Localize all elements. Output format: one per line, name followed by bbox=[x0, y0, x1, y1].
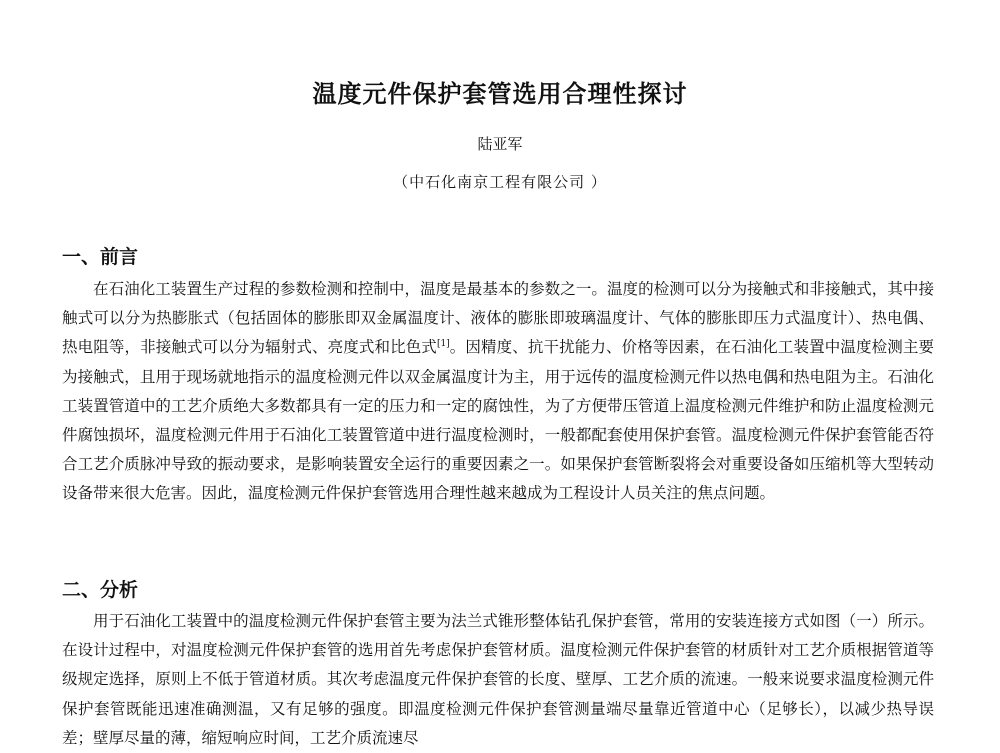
section-heading-introduction: 一、前言 bbox=[62, 246, 139, 268]
citation-reference: [1] bbox=[436, 339, 450, 350]
section-heading-analysis: 二、分析 bbox=[62, 579, 139, 601]
introduction-text-part-2: 。因精度、抗干扰能力、价格等因素，在石油化工装置中温度检测主要为接触式，且用于现场就地指示的温度检测元件以双金属温度计为主，用于远传的温度检测元件以热电偶和热电阻为主。石油化工装置管道中的工艺介质绝大多数都具有一定的压力和一定的腐蚀性，为了方便带压管道上温度检测元件维护和防止温度检测元件腐蚀损坏，温度检测元件用于石油化工装置管道中进行温度检测时，一般都配套使用保护套管。温度检测元件保护套管能否符合工艺介质脉冲导致的振动要求，是影响装置安全运行的重要因素之一。如果保护套管断裂将会对重要设备如压缩机等大型转动设备带来很大危害。因此，温度检测元件保护套管选用合理性越来越成为工程设计人员关注的焦点问题。 bbox=[62, 338, 934, 503]
introduction-text-part-1: 在石油化工装置生产过程的参数检测和控制中，温度是最基本的参数之一。温度的检测可以分为接触式和非接触式，其中接触式可以分为热膨胀式（包括固体的膨胀即双金属温度计、液体的膨胀即玻璃温度计、气体的膨胀即压力式温度计）、热电偶、热电阻等，非接触式可以分为辐射式、亮度式和比色式 bbox=[62, 280, 934, 357]
author-affiliation: （中石化南京工程有限公司 ） bbox=[393, 173, 607, 191]
paper-title: 温度元件保护套管选用合理性探讨 bbox=[312, 80, 688, 108]
author-name: 陆亚军 bbox=[477, 135, 523, 153]
section-body-analysis: 用于石油化工装置中的温度检测元件保护套管主要为法兰式锥形整体钻孔保护套管，常用的安装连接方式如图（一）所示。在设计过程中，对温度检测元件保护套管的选用首先考虑保护套管材质。温度检测元件保护套管的材质针对工艺介质根据管道等级规定选择，原则上不低于管道材质。其次考虑温度元件保护套管的长度、壁厚、工艺介质的流速。一般来说要求温度检测元件保护套管既能迅速准确测温，又有足够的强度。即温度检测元件保护套管测量端尽量靠近管道中心（足够长），以减少热导误差；壁厚尽量的薄，缩短响应时间，工艺介质流速尽 bbox=[62, 612, 934, 747]
section-body-introduction bbox=[62, 275, 934, 509]
